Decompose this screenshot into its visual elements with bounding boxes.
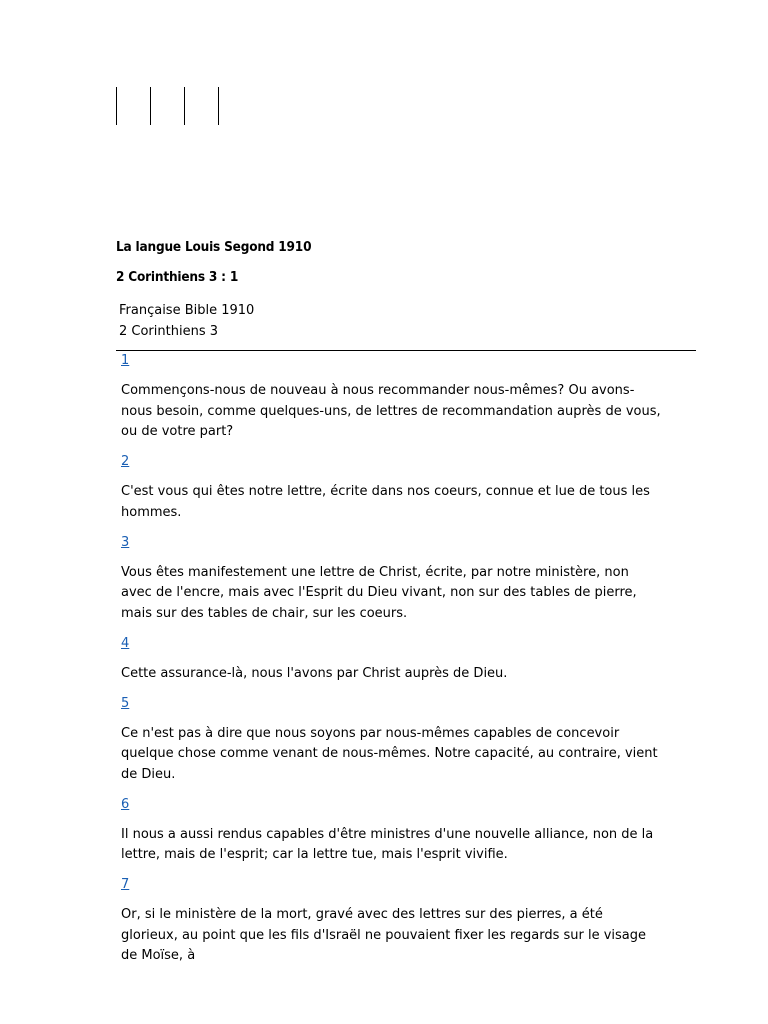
vertical-bar — [116, 87, 117, 125]
verse-number-link[interactable]: 3 — [121, 534, 130, 550]
verse-item — [121, 452, 661, 523]
verse-number-link[interactable]: 7 — [121, 877, 130, 892]
verse-number-link[interactable]: 4 — [121, 635, 130, 651]
verse-item — [121, 351, 661, 443]
verse-list — [121, 351, 661, 967]
vertical-bar — [218, 87, 219, 125]
verse-item — [121, 533, 661, 625]
verse-text: Ce n'est pas à dire que nous soyons par nous-mêmes capables de concevoir quelque chose comme venant de nous-mêmes. Notre capacité, au contraire, vient de Dieu. — [121, 725, 658, 782]
chapter-reference: 2 Corinthiens 3 : 1 — [116, 269, 239, 285]
bible-version-label: Française Bible 1910 — [119, 303, 255, 318]
verse-text: Il nous a aussi rendus capables d'être ministres d'une nouvelle alliance, non de la lettre, mais de l'esprit; car la lettre tue, mais l'esprit vivifie. — [121, 826, 654, 862]
source-info — [119, 300, 254, 342]
verse-item — [121, 694, 661, 786]
verse-text: Or, si le ministère de la mort, gravé avec des lettres sur des pierres, a été glorieux, au point que les fils d'Israël ne pouvaient fixer les regards sur le visage de Moïse, à — [121, 907, 647, 963]
vertical-bar — [184, 87, 185, 125]
verse-number-link[interactable]: 1 — [121, 353, 130, 368]
vertical-bars-decoration — [116, 87, 226, 125]
verse-text: C'est vous qui êtes notre lettre, écrite dans nos coeurs, connue et lue de tous les hommes. — [121, 484, 650, 520]
verse-text: Cette assurance-là, nous l'avons par Christ auprès de Dieu. — [121, 665, 508, 681]
verse-number-link[interactable]: 6 — [121, 796, 130, 812]
verse-number-link[interactable]: 5 — [121, 695, 130, 711]
verse-item — [121, 875, 661, 967]
verse-text: Vous êtes manifestement une lettre de Christ, écrite, par notre ministère, non avec de l'encre, mais avec l'Esprit du Dieu vivant, non sur des tables de pierre, mais sur des tables de chair, sur les coeurs. — [121, 564, 637, 621]
verse-item — [121, 795, 661, 866]
verse-text: Commençons-nous de nouveau à nous recommander nous-mêmes? Ou avons-nous besoin, comme quelques-uns, de lettres de recommandation auprès de vous, ou de votre part? — [121, 383, 661, 439]
chapter-label: 2 Corinthiens 3 — [119, 324, 218, 339]
verse-number-link[interactable]: 2 — [121, 454, 130, 469]
page-title: La langue Louis Segond 1910 — [116, 239, 312, 255]
vertical-bar — [150, 87, 151, 125]
verse-item — [121, 634, 661, 685]
